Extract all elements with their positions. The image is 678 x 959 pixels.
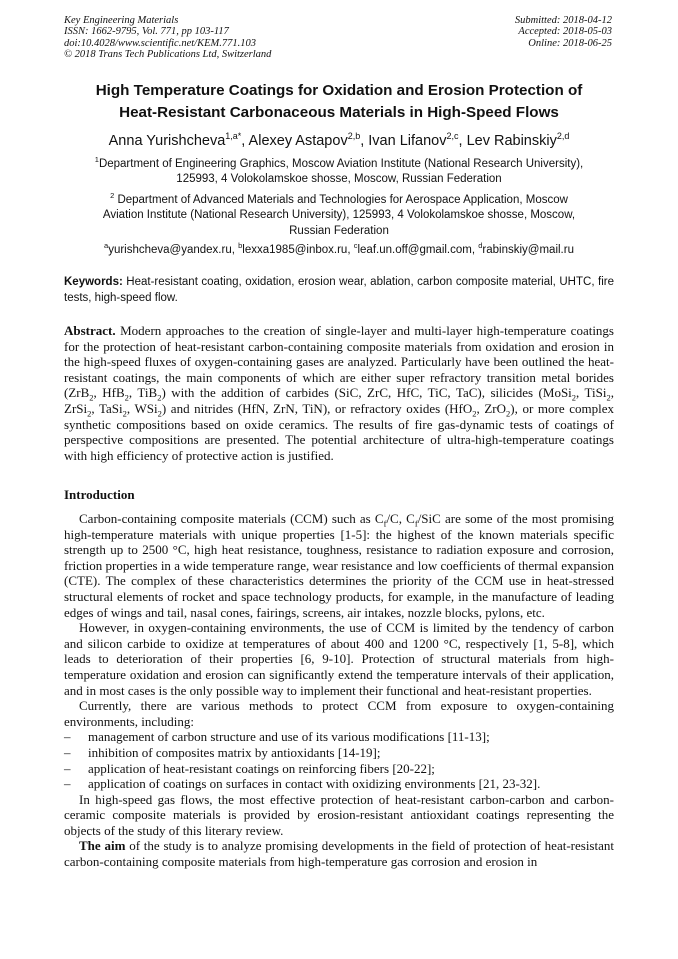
paragraph-text: /SiC are some of the most promising high-temperature materials with unique properties [1-5]: the highest of the known materials specific strength up to 2500 °C, high heat resistance, toughness, resistance to radiation exposure and corrosion, friction properties in a wide temperature range, wear resistance and low coefficients of thermal expansion (CTE). The complex of these characteristics determines the priority of the CCM use in heat-stressed structural elements of rocket and space technology products, for example, in the manufacture of leading edges of wings and tail, nasal cones, fairings, screens, air intakes, nozzle blocks, pylons, etc. — [64, 511, 614, 620]
email-separator: , — [231, 243, 239, 256]
journal-copyright: © 2018 Trans Tech Publications Ltd, Switzerland — [64, 48, 272, 60]
subscript: 2 — [89, 392, 94, 403]
abstract-text: Modern approaches to the creation of single-layer and multi-layer high-temperature coatings for the protection of heat-resistant carbon-containing composite materials from oxidation and erosion in the high-speed fluxes of oxygen-containing gases are analyzed. Particularly have been outlined the heat-resistant coatings, the main components of which are either super refractory transition metal borides (ZrB — [64, 323, 614, 401]
paragraph — [64, 838, 614, 869]
email-mark: b — [238, 241, 243, 250]
list-item-text: application of coatings on surfaces in contact with oxidizing environments [21, 23-32]. — [88, 776, 541, 792]
abstract-text: , WSi — [126, 400, 158, 416]
email-mark: a — [104, 241, 109, 250]
affiliation-text: 125993, 4 Volokolamskoe shosse, Moscow, Russian Federation — [176, 173, 502, 186]
affiliation-text: Aviation Institute (National Research University), 125993, 4 Volokolamskoe shosse, Moscow, — [102, 209, 576, 222]
accepted-date: Accepted: 2018-05-03 — [518, 26, 612, 38]
email-separator: , — [347, 243, 354, 256]
author-affiliation-mark: 2,b — [347, 131, 361, 141]
title-line: High Temperature Coatings for Oxidation and Erosion Protection of — [95, 82, 583, 99]
subscript: 2 — [472, 408, 477, 419]
affiliation-1 — [62, 152, 616, 188]
author-name: Ivan Lifanov — [368, 132, 447, 149]
author-affiliation-mark: 2,d — [556, 131, 570, 141]
subscript: 2 — [157, 392, 162, 403]
email-address[interactable]: yurishcheva@yandex.ru — [108, 243, 232, 256]
email-address[interactable]: rabinskiy@mail.ru — [482, 243, 574, 256]
list-item-text: application of heat-resistant coatings on reinforcing fibers [20-22]; — [88, 760, 435, 776]
abstract-text: , HfB — [93, 385, 125, 401]
list-item — [64, 745, 614, 761]
abstract-text: ) with the addition of carbides (SiC, ZrC, HfC, TiC, TaC), silicides (MoSi — [161, 385, 572, 401]
online-date: Online: 2018-06-25 — [528, 37, 612, 49]
author-separator: , — [241, 132, 249, 149]
keywords-text: Heat-resistant coating, oxidation, erosion wear, ablation, carbon composite material, UHTC, fire tests, high-speed flow. — [64, 276, 614, 304]
journal-name: Key Engineering Materials — [64, 15, 179, 26]
subscript: 2 — [122, 408, 127, 419]
subscript: 2 — [87, 408, 92, 419]
journal-header — [64, 15, 271, 60]
subscript: 2 — [571, 392, 577, 403]
journal-issn: ISSN: 1662-9795, Vol. 771, pp 103-117 — [64, 26, 229, 38]
dash-bullet: – — [64, 760, 71, 776]
list-item — [64, 776, 614, 792]
affiliation-text: Department of Advanced Materials and Technologies for Aerospace Application, Moscow — [114, 193, 568, 206]
paragraph — [64, 511, 614, 620]
list-item-text: management of carbon structure and use of its various modifications [11-13]; — [88, 729, 490, 745]
abstract-text: ), or more complex synthetic compositions based on oxide ceramics. The results of fire gas-dynamic tests of coatings of perspective compositions are presented. The potential architecture of ultra-high-temperature coatings with high efficiency of protective action is justified. — [64, 400, 614, 463]
affiliation-text: Russian Federation — [289, 225, 389, 238]
journal-doi: doi:10.4028/www.scientific.net/KEM.771.103 — [64, 37, 256, 49]
author-affiliation-mark: 1,a* — [225, 131, 242, 141]
author-name: Alexey Astapov — [248, 132, 348, 149]
email-mark: c — [353, 241, 358, 250]
email-address[interactable]: leaf.un.off@gmail.com — [357, 243, 472, 256]
affiliation-2 — [62, 188, 616, 240]
list-item-text: inhibition of composites matrix by antioxidants [14-19]; — [88, 744, 381, 760]
introduction-body — [64, 511, 614, 870]
paragraph: In high-speed gas flows, the most effective protection of heat-resistant carbon-carbon and carbon-ceramic composite materials is provided by erosion-resistant antioxidant coatings representing the objects of the study of this literary review. — [64, 791, 614, 838]
affiliation-text: Department of Engineering Graphics, Moscow Aviation Institute (National Research University), — [98, 157, 584, 170]
author-name: Lev Rabinskiy — [466, 132, 557, 149]
abstract-text: ) and nitrides (HfN, ZrN, TiN), or refractory oxides (HfO — [161, 400, 473, 416]
abstract-text: , ZrO — [476, 400, 507, 416]
paragraph-text: /C, C — [386, 511, 415, 526]
list-item — [64, 761, 614, 777]
subscript: 2 — [606, 392, 611, 403]
email-separator: , — [471, 243, 479, 256]
dash-bullet: – — [64, 744, 71, 760]
subscript: 2 — [157, 408, 162, 419]
author-list — [30, 126, 648, 151]
email-address[interactable]: lexxa1985@inbox.ru — [242, 243, 348, 256]
author-name: Anna Yurishcheva — [108, 132, 226, 149]
keywords-label: Keywords: — [64, 276, 123, 288]
abstract — [64, 323, 614, 463]
section-heading: Introduction — [64, 487, 135, 502]
subscript: 2 — [506, 408, 511, 419]
keywords — [64, 274, 614, 306]
abstract-text: , TiSi — [576, 385, 607, 401]
email-mark: d — [478, 241, 483, 250]
submitted-date: Submitted: 2018-04-12 — [514, 15, 612, 26]
dash-bullet: – — [64, 776, 71, 792]
paragraph: Currently, there are various methods to protect CCM from exposure to oxygen-containing environments, including: — [64, 698, 614, 729]
aim-label: The aim — [79, 838, 126, 854]
affiliation-number: 2 — [110, 191, 115, 200]
paragraph: However, in oxygen-containing environments, the use of CCM is limited by the tendency of carbon and silicon carbide to oxidize at temperatures of about 400 and 1200 °C, respectively [1, 5-8], which leads to deterioration of their properties [6, 9-10]. Protection of structural materials from high-temperature oxidation and erosion can significantly extend the temperature intervals of their application, and in most cases is the only possible way to implement their functional and heat-resistant properties. — [64, 620, 614, 698]
paragraph-text: Carbon-containing composite materials (CCM) such as C — [79, 511, 384, 526]
affiliation-number: 1 — [94, 155, 99, 164]
paragraph-text: of the study is to analyze promising developments in the field of protection of heat-resistant carbon-containing composite materials from high-temperature gas corrosion and erosion in — [64, 838, 614, 870]
author-separator: , — [360, 132, 369, 149]
author-affiliation-mark: 2,c — [446, 131, 459, 141]
dash-bullet: – — [64, 729, 71, 745]
abstract-text: , ZrSi — [64, 385, 614, 416]
paper-title — [40, 80, 638, 124]
title-line: Heat-Resistant Carbonaceous Materials in High-Speed Flows — [119, 104, 559, 121]
list-item — [64, 729, 614, 745]
author-separator: , — [458, 132, 467, 149]
subscript: f — [414, 518, 418, 529]
subscript: f — [383, 518, 387, 529]
abstract-label: Abstract. — [64, 323, 116, 338]
subscript: 2 — [124, 392, 129, 403]
email-list — [40, 238, 638, 258]
abstract-text: , TiB — [128, 385, 158, 401]
dates-header — [515, 15, 612, 49]
abstract-text: , TaSi — [91, 400, 123, 416]
